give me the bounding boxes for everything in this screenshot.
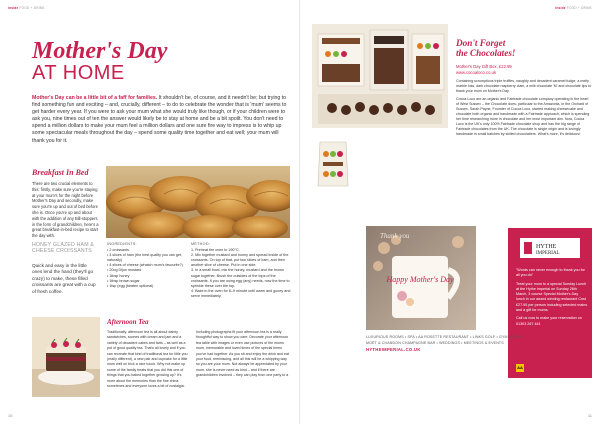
ingredient-item: • 20og Dijon mustard	[107, 268, 142, 273]
afternoon-tea-body-1: Traditionally, afternoon tea is all about dainty sandwiches, scones with cream and jam and a variety of decadent cakes and tarts – as well as a pot of good quality tea. That's all lovely and if you can recreate that kind of traditional tea for little you (really different), a new pair and cupcake for a little mum well on trick a nice touch. Why not make up some of the family treats that you did this one of things that you baked together growing up? It's more about the memories than the fine china sometimes and everyone loves a bit of nostalgia.	[107, 330, 188, 389]
advert-text	[516, 268, 588, 330]
intro-paragraph	[32, 95, 290, 145]
chocolates-url[interactable]: www.cocoaloco.co.uk	[456, 69, 497, 75]
svg-text:IMPERIAL: IMPERIAL	[536, 251, 560, 256]
svg-text:HYTHE: HYTHE	[536, 244, 557, 250]
method-step: 4. Bake in the oven for 8–9 minute until warm and gooey and serve immediately.	[191, 288, 291, 298]
running-head-left: inside FOOD + DRINK	[8, 6, 45, 10]
mothers-day-mug-photo	[366, 226, 476, 330]
chocolates-price: Mother's Day Gift Box, £22.99 www.cocoaloco.co.uk	[456, 64, 512, 75]
ingredient-item: • 1tsp (egg (beaten optional)	[107, 283, 154, 288]
breakfast-body: There are two crucial elements to this: firstly, make sure you're staying at your mum's for the night before Mother's Day and secondly, make sure you're up and out of bed before she is. Once you're up and about with the addition of any Bill-stoppers in the form of grandchildren, here's a great breakfast-in-bed recipe to start the day with.	[32, 181, 99, 239]
method-step: 1. Preheat the oven to 190°C.	[191, 248, 240, 253]
advert-footer	[366, 334, 592, 378]
ingredient-item: • 4 slices of ham (the best quality you can get, naturally)	[107, 253, 183, 263]
intro-body: It shouldn't be, of course, and it needn't be; but trying to find something fun and exciting – and, crucially, different – to do to celebrate the wonder that is 'mum' seems to get harder every year. If you were to ask your mum what she would truly like though, or if your children were to ask you, nine times out of ten the answer would likely be to stay at home and be a bit spoilt. You don't need to spend a million dollars to make your mum feel a million dollars and one sure fire way to impress is to whip up some spectacular meals throughout the day – spend some quality time together and eat well; your mum will thank you for it.	[32, 95, 287, 144]
recipe-description: Quick and easy in the little ones lend the hand (they'll go crazy) to make, these filled croissants are great with a cup of fresh coffee.	[32, 263, 96, 294]
ingredients-heading: INGREDIENTS:	[107, 242, 137, 246]
croissants-photo	[106, 166, 290, 238]
ingredient-item: • 2 croissants	[107, 248, 129, 253]
svg-text:Thank you: Thank you	[380, 232, 410, 240]
ingredient-item: • 4 slices of cheese (whatch mum's favourite?)	[107, 263, 183, 268]
headline	[32, 40, 167, 84]
chocolate-bag-photo	[314, 134, 352, 190]
running-head-right: inside FOOD + DRINK	[555, 6, 592, 10]
page-number-left: 10	[8, 413, 13, 418]
ingredients	[107, 242, 183, 289]
hythe-imperial-logo	[520, 238, 580, 258]
right-page	[300, 0, 600, 424]
ingredient-item: • 1tbsp brown sugar	[107, 278, 140, 283]
chocolates-heading: Don't Forget the Chocolates!	[456, 38, 516, 58]
breakfast-heading: Breakfast In Bed	[32, 168, 89, 177]
intro-lead: Mother's Day can be a little bit of a faff for families.	[32, 95, 158, 101]
afternoon-tea-heading: Afternoon Tea	[107, 318, 149, 326]
afternoon-tea-body-2: Including photographs fit your afternoon tea is a really thoughtful way to show you care. Decorate your afternoon tea table with images or even use pictures of the mums mum, memorable and loved times of the special times you've had together. As you sit and enjoy the drink and eat your food, reminiscing, and all this will be a whipping way so you are your mum. Not always be appreciated by your mum, she is never need as kind – and if there are grandchildren involved – they can play from one party to a	[196, 330, 289, 378]
ingredient-item: • 1tbsp honey	[107, 273, 130, 278]
advert-website[interactable]: HYTHEIMPERIAL.CO.UK	[366, 347, 421, 352]
recipe-title: HONEY GLAZED HAM & CHEESE CROISSANTS	[32, 242, 95, 255]
chocolates-body: Containing scrumptious triple truffles, naughty and decadent caramel fudge, a melty marble kiss, dark chocolate raspberry clam, a milk chocolate 'M' and chocolate lips to thank your mum on Mother's Day. Cocoa Loco are an organic and Fairtrade chocolate company operating in the heart of West Sussex – the Chocolate does, particular to the Amazonia, in the Orchard of Sussex. Sarah Payne, Founder of Cocoa Loco, started making cheesecake and chocolate both organic and handmade with a Fairtrade approach, which is spending her time researching more in chocolate and her most important aim. Now, Cocoa Loco is the UK's only 100% Fairtrade chocolate shop and has the big range of Fairtrade chocolates from the UK. The chocolate is single origin and is lovingly handmade in small batches by skilled chocolatiers. What's more, it's delicious!	[456, 79, 592, 136]
page-number-right: 11	[587, 413, 592, 418]
chocolate-gift-box-photo	[312, 24, 448, 128]
advert-footer-line-2: MOËT & CHANDON CHAMPAGNE BAR • WEDDINGS • MEETINGS & EVENTS	[366, 341, 504, 345]
advert-call[interactable]: Call us now to make your reservation on 01303 267 441	[516, 316, 582, 326]
advert-quote: "Words can never enough to thank you for all you do"	[516, 268, 585, 278]
method-heading: METHOD:	[191, 242, 211, 246]
advert-footer-line-1: LUXURIOUS ROOMS • SPA • AA ROSETTE RESTAURANT • LINKS GOLF • GYM & POOL	[366, 335, 524, 339]
aa-badge-icon: AA	[517, 365, 523, 370]
method	[191, 242, 291, 299]
headline-subtitle: AT HOME	[32, 62, 125, 84]
advert-offer: Treat your mum to a special Sunday Lunch at the Hythe Imperial on Sunday 26th March, 3 course Special Mother's Day lunch in our award winning restaurant Cost £27.95 per person including selected mains and a gift for mums.	[516, 281, 588, 313]
afternoon-tea-photo	[32, 317, 100, 397]
method-step: 3. In a small bowl, mix the honey, mustard and the brown sugar together. Brush the outsides of the tops of the croissants. If you are using egg (any) needs, now the time to sprinkle these over the top.	[191, 268, 290, 288]
method-step: 2. Mix together mustard and honey and spread inside of the croissants. On top of that, put two slices of ham, and then another slice of cheese. Put in one side.	[191, 253, 289, 268]
headline-title: Mother's Day	[32, 38, 168, 64]
mug-caption: Happy Mother's Day	[386, 275, 454, 284]
